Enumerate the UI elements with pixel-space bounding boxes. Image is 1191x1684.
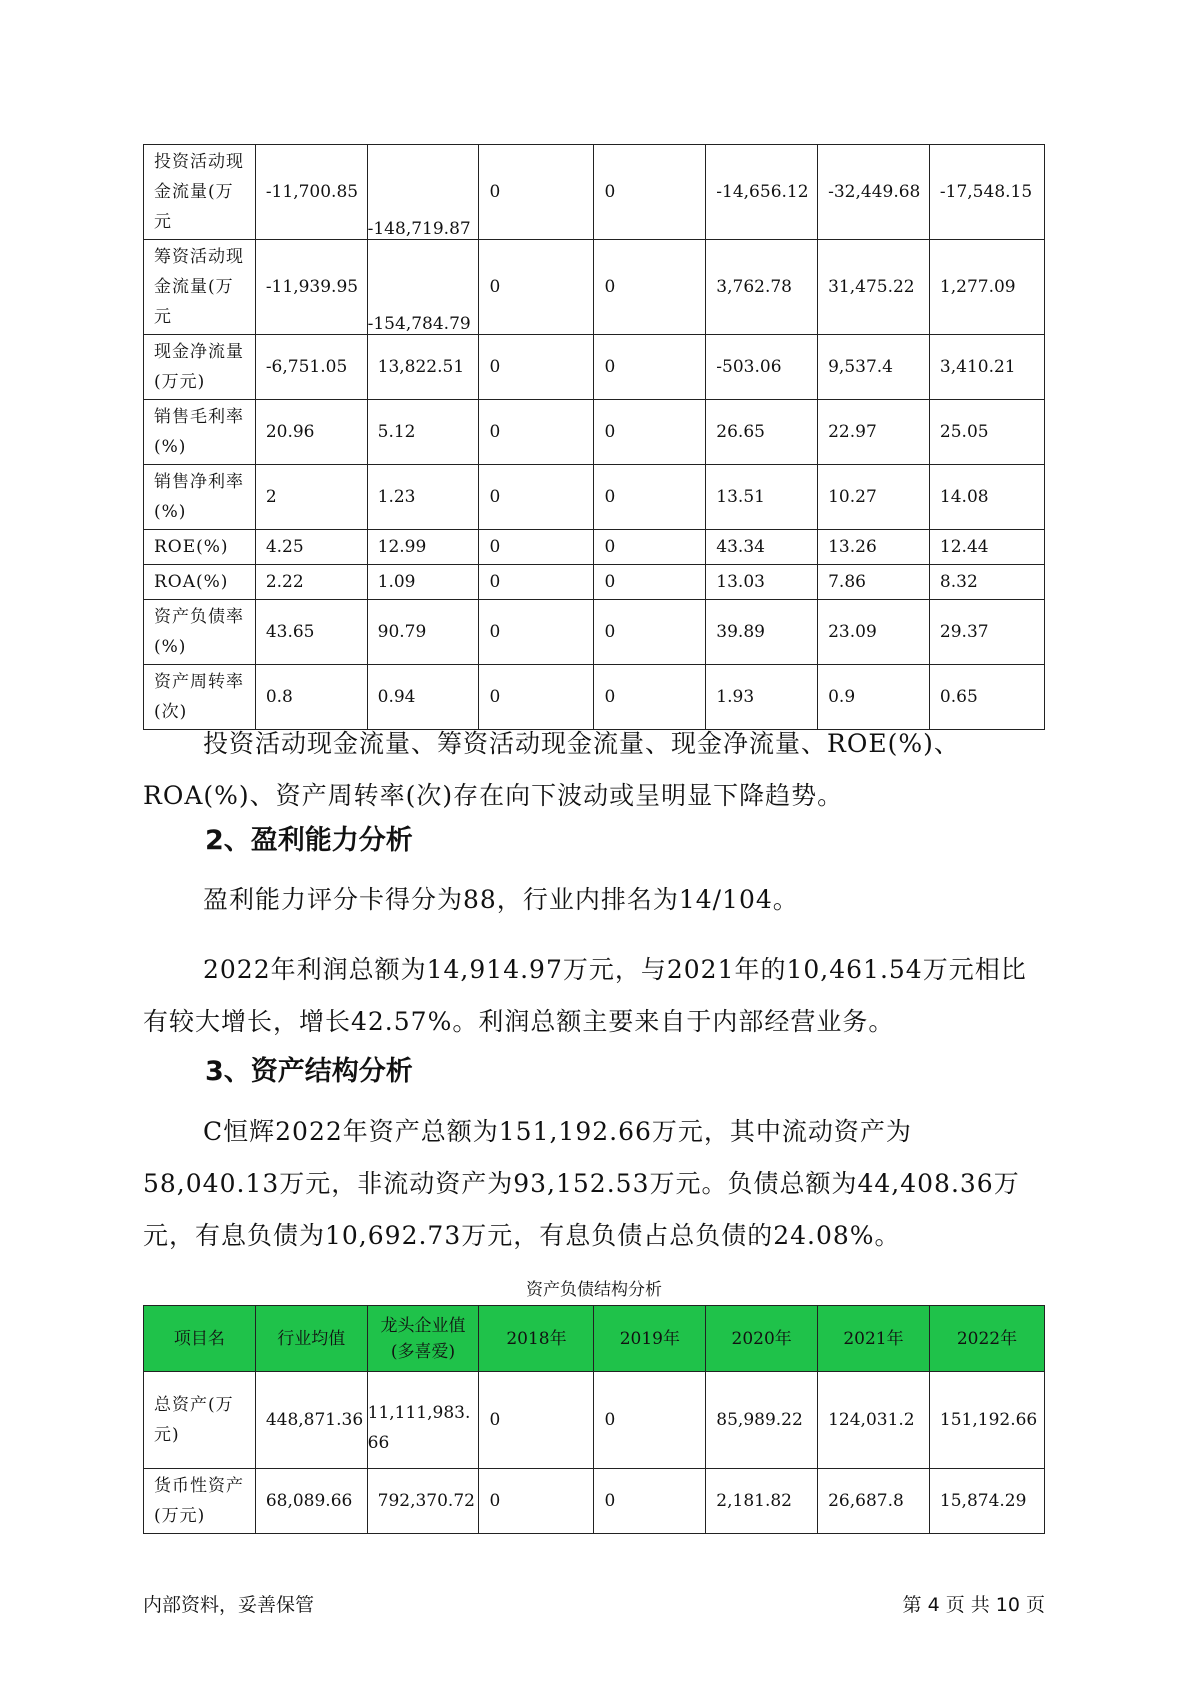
table-cell: 0 — [479, 145, 594, 240]
column-header: 龙头企业值(多喜爱) — [367, 1306, 479, 1372]
table-cell: 0 — [479, 600, 594, 665]
asset-detail-paragraph: C恒辉2022年资产总额为151,192.66万元，其中流动资产为58,040.13万元，非流动资产为93,152.53万元。负债总额为44,408.36万元，有息负债为10,692.73万元，有息负债占总负债的24.08%。 — [143, 1117, 1020, 1250]
row-label: 销售毛利率(%) — [144, 400, 256, 465]
table-cell: 26.65 — [706, 400, 818, 465]
table-cell: 2,181.82 — [706, 1469, 818, 1534]
table-cell: -14,656.12 — [706, 145, 818, 240]
table-cell: 1,277.09 — [929, 240, 1044, 335]
table-cell: 0 — [594, 400, 706, 465]
table-cell: 0 — [479, 565, 594, 600]
footer-confidential-note: 内部资料，妥善保管 — [143, 1594, 315, 1616]
table-row — [144, 145, 1045, 240]
table-cell: 3,410.21 — [929, 335, 1044, 400]
table-row — [144, 1469, 1045, 1534]
table-row — [144, 565, 1045, 600]
footer-page-number: 第 4 页 共 10 页 — [902, 1594, 1045, 1616]
table-cell: 85,989.22 — [706, 1372, 818, 1469]
table-cell: 22.97 — [818, 400, 930, 465]
table-cell: 151,192.66 — [929, 1372, 1044, 1469]
table-cell: -11,700.85 — [255, 145, 367, 240]
table-cell: 0 — [594, 240, 706, 335]
table-row — [144, 600, 1045, 665]
table-cell: -17,548.15 — [929, 145, 1044, 240]
section-heading-profit: 2、盈利能力分析 — [205, 825, 413, 856]
table-cell: 2.22 — [255, 565, 367, 600]
table-cell: 0 — [479, 1372, 594, 1469]
table-cell: 31,475.22 — [818, 240, 930, 335]
table-cell: 13.26 — [818, 530, 930, 565]
table-cell: 0 — [479, 240, 594, 335]
column-header: 2018年 — [479, 1306, 594, 1372]
profit-detail-paragraph: 2022年利润总额为14,914.97万元，与2021年的10,461.54万元相比有较大增长，增长42.57%。利润总额主要来自于内部经营业务。 — [143, 955, 1027, 1036]
table-cell: 29.37 — [929, 600, 1044, 665]
table-cell: 0 — [594, 465, 706, 530]
row-label: 销售净利率(%) — [144, 465, 256, 530]
row-label: 资产负债率(%) — [144, 600, 256, 665]
table-cell: -6,751.05 — [255, 335, 367, 400]
table-cell: 68,089.66 — [255, 1469, 367, 1534]
table-cell: 5.12 — [367, 400, 479, 465]
table-row — [144, 240, 1045, 335]
table-cell: 0.94 — [367, 665, 479, 730]
row-label: 总资产(万元) — [144, 1372, 256, 1469]
table-cell: 12.99 — [367, 530, 479, 565]
table-cell: 0 — [594, 145, 706, 240]
table-cell: 10.27 — [818, 465, 930, 530]
table-cell: 15,874.29 — [929, 1469, 1044, 1534]
table-row — [144, 400, 1045, 465]
table-cell: 2 — [255, 465, 367, 530]
table-cell: 0.65 — [929, 665, 1044, 730]
table-cell: -503.06 — [706, 335, 818, 400]
table-cell: 13,822.51 — [367, 335, 479, 400]
column-header: 行业均值 — [255, 1306, 367, 1372]
table-cell: 0 — [594, 565, 706, 600]
table-cell: 124,031.2 — [818, 1372, 930, 1469]
table-cell: -148,719.87 — [367, 145, 479, 240]
table-cell: 792,370.72 — [367, 1469, 479, 1534]
table-cell: -32,449.68 — [818, 145, 930, 240]
table-cell: 1.93 — [706, 665, 818, 730]
table-caption: 资产负债结构分析 — [526, 1280, 662, 1300]
table-cell: 20.96 — [255, 400, 367, 465]
table-cell: 4.25 — [255, 530, 367, 565]
table-header-row — [144, 1306, 1045, 1372]
table-cell: 0 — [479, 400, 594, 465]
table-row — [144, 530, 1045, 565]
table-cell: 13.03 — [706, 565, 818, 600]
table-cell: 0 — [594, 665, 706, 730]
column-header: 2021年 — [818, 1306, 930, 1372]
row-label: 筹资活动现金流量(万元 — [144, 240, 256, 335]
table-cell: 39.89 — [706, 600, 818, 665]
table-cell: 448,871.36 — [255, 1372, 367, 1469]
table-cell: 0.9 — [818, 665, 930, 730]
table-cell: 3,762.78 — [706, 240, 818, 335]
column-header: 2020年 — [706, 1306, 818, 1372]
table-cell: 43.34 — [706, 530, 818, 565]
row-label: 现金净流量(万元) — [144, 335, 256, 400]
row-label: ROE(%) — [144, 530, 256, 565]
table-cell: 7.86 — [818, 565, 930, 600]
table-cell: 0 — [594, 1372, 706, 1469]
table-cell: 25.05 — [929, 400, 1044, 465]
column-header: 项目名 — [144, 1306, 256, 1372]
row-label: 资产周转率(次) — [144, 665, 256, 730]
section-heading-asset: 3、资产结构分析 — [205, 1056, 413, 1087]
row-label: 货币性资产(万元) — [144, 1469, 256, 1534]
table-cell: 1.09 — [367, 565, 479, 600]
row-label: ROA(%) — [144, 565, 256, 600]
table-cell: 0 — [479, 335, 594, 400]
trend-paragraph: 投资活动现金流量、筹资活动现金流量、现金净流量、ROE(%)、ROA(%)、资产周转率(次)存在向下波动或呈明显下降趋势。 — [143, 729, 960, 810]
table-cell: 23.09 — [818, 600, 930, 665]
table-cell: 13.51 — [706, 465, 818, 530]
table-cell: 0 — [594, 1469, 706, 1534]
profit-score-paragraph: 盈利能力评分卡得分为88，行业内排名为14/104。 — [203, 885, 799, 914]
table-row — [144, 465, 1045, 530]
table-cell: 0 — [594, 600, 706, 665]
financial-indicators-table — [143, 144, 1045, 730]
table-cell: 0 — [594, 530, 706, 565]
table-row — [144, 1372, 1045, 1469]
table-cell: -11,939.95 — [255, 240, 367, 335]
asset-liability-table — [143, 1305, 1045, 1534]
table-cell: 43.65 — [255, 600, 367, 665]
table-cell: 26,687.8 — [818, 1469, 930, 1534]
table-row — [144, 335, 1045, 400]
table-cell: 0 — [479, 530, 594, 565]
table-cell: 0 — [594, 335, 706, 400]
table-cell: 12.44 — [929, 530, 1044, 565]
table-cell: 0 — [479, 1469, 594, 1534]
table-cell: 11,111,983.66 — [367, 1372, 479, 1469]
table-cell: 0 — [479, 465, 594, 530]
table-cell: -154,784.79 — [367, 240, 479, 335]
table-cell: 8.32 — [929, 565, 1044, 600]
table-cell: 0 — [479, 665, 594, 730]
row-label: 投资活动现金流量(万元 — [144, 145, 256, 240]
column-header: 2019年 — [594, 1306, 706, 1372]
table-cell: 9,537.4 — [818, 335, 930, 400]
table-cell: 90.79 — [367, 600, 479, 665]
table-cell: 1.23 — [367, 465, 479, 530]
table-cell: 14.08 — [929, 465, 1044, 530]
table-cell: 0.8 — [255, 665, 367, 730]
column-header: 2022年 — [929, 1306, 1044, 1372]
